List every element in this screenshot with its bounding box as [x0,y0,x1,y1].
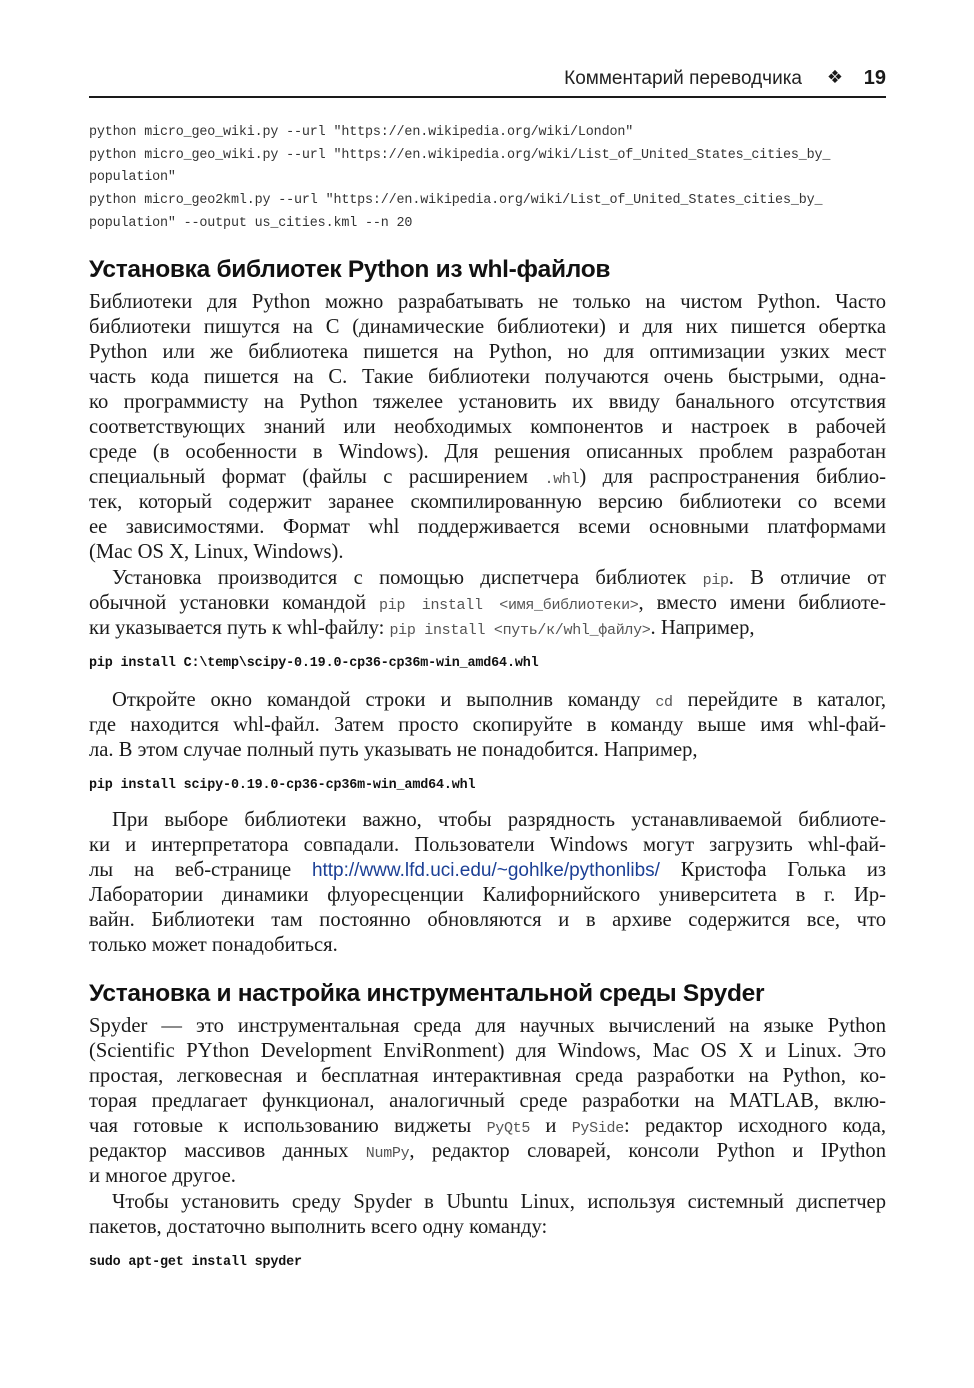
code-line: python micro_geo_wiki.py --url "https://en.wikipedia.org/wiki/London" [89,125,634,140]
inline-code: cd [655,694,673,711]
code-line: population" [89,170,176,186]
paragraph-spyder-intro: Spyder — это инструментальная среда для научных вычислений на языке Python (Scientific PYthon Development EnviRonment) для Windows, Mac OS X и Linux. Это простая, легковесная и бесплатная интерактивная среда разработки на Python, ко- торая предлагает функционал, аналогичный среде разработки на MATLAB, вклю- чая готовые к использованию виджеты PyQt5 и PySide: редактор исходного кода, редактор массивов данных NumPy, редактор словарей, консоли Python и IPython и многое другое. [89,1015,887,1188]
paragraph-pip-install: Установка производится с помощью диспетчера библиотек pip. В отличие от обычной установки командой pip install <имя_библиотеки>, вместо имени библиоте- ки указывается путь к whl-файлу: pip install <путь/к/whl_файлу>. Например, [89,567,886,640]
section-heading-whl: Установка библиотек Python из whl-файлов [89,256,611,283]
running-header-title: Комментарий переводчика [564,68,802,89]
inline-code: NumPy [365,1145,410,1163]
page-number: 19 [863,67,886,89]
section-heading-spyder: Установка и настройка инструментальной среды Spyder [89,980,765,1007]
code-line: python micro_geo2kml.py --url "https://en.wikipedia.org/wiki/List_of_United_States_cities_by_ [89,193,823,209]
code-pip-short: pip install scipy-0.19.0-cp36-cp36m-win_amd64.whl [89,778,476,793]
paragraph-whl-intro: Библиотеки для Python можно разрабатывать не только на чистом Python. Часто библиотеки пишутся на C (динамические библиотеки) и для них пишется обертка Python или же библиотека пишется на Python, но для оптимизации узких мест часть кода пишется на C. Такие библиотеки получаются очень быстрыми, одна- ко программисту на Python тяжелее установить их ввиду банального отсутствия соответствующих знаний или необходимых компонентов и настроек в рабочей среде (в особенности в Windows). Для решения описанных проблем разработан специальный формат (файлы с расширением .whl) для распространения библио- тек, который содержит заранее скомпилированную версию библиотеки со всеми ее зависимостями. Формат whl поддерживается всеми основными платформами (Mac OS X, Linux, Windows). [89,291,887,564]
code-block-urls [89,122,830,236]
inline-code: PySide [571,1120,624,1138]
paragraph-spyder-install: Чтобы установить среду Spyder в Ubuntu Linux, используя системный диспетчер пакетов, достаточно выполнить всего одну команду: [89,1191,886,1239]
inline-code: PyQt5 [486,1120,531,1138]
code-line: population" --output us_cities.kml --n 20 [89,215,413,231]
code-line: python micro_geo_wiki.py --url "https://en.wikipedia.org/wiki/List_of_United_States_cities_by_ [89,147,831,163]
ornament-icon: ❖ [826,67,843,88]
running-header [89,64,886,98]
inline-code: .whl [544,471,580,489]
paragraph-library-choice: При выборе библиотеки важно, чтобы разрядность устанавливаемой библиоте- ки и интерпретатора совпадали. Пользователи Windows могут загрузить whl-фай- лы на веб-странице http://www.lfd.uci.edu/~gohlke/pythonlibs/ Кристофа Голька из Лаборатории динамики флуоресценции Калифорнийского университета в г. Ир- вайн. Библиотеки там постоянно обновляются и в архиве содержится все, что только может понадобиться. [89,809,886,957]
code-pip-full-path: pip install C:\temp\scipy-0.19.0-cp36-cp36m-win_amd64.whl [89,656,539,671]
inline-code: pip [702,572,729,589]
pythonlibs-link[interactable]: http://www.lfd.uci.edu/~gohlke/pythonlibs/ [311,860,660,882]
inline-code: pip install <путь/к/whl_файлу> [389,622,651,640]
code-apt-get: sudo apt-get install spyder [89,1255,302,1270]
paragraph-cd: Откройте окно командой строки и выполнив команду cd перейдите в каталог, где находится whl-файл. Затем просто скопируйте в команду выше имя whl-фай- ла. В этом случае полный путь указывать не понадобится. Например, [89,689,886,762]
inline-code: pip install <имя_библиотеки> [379,597,639,615]
